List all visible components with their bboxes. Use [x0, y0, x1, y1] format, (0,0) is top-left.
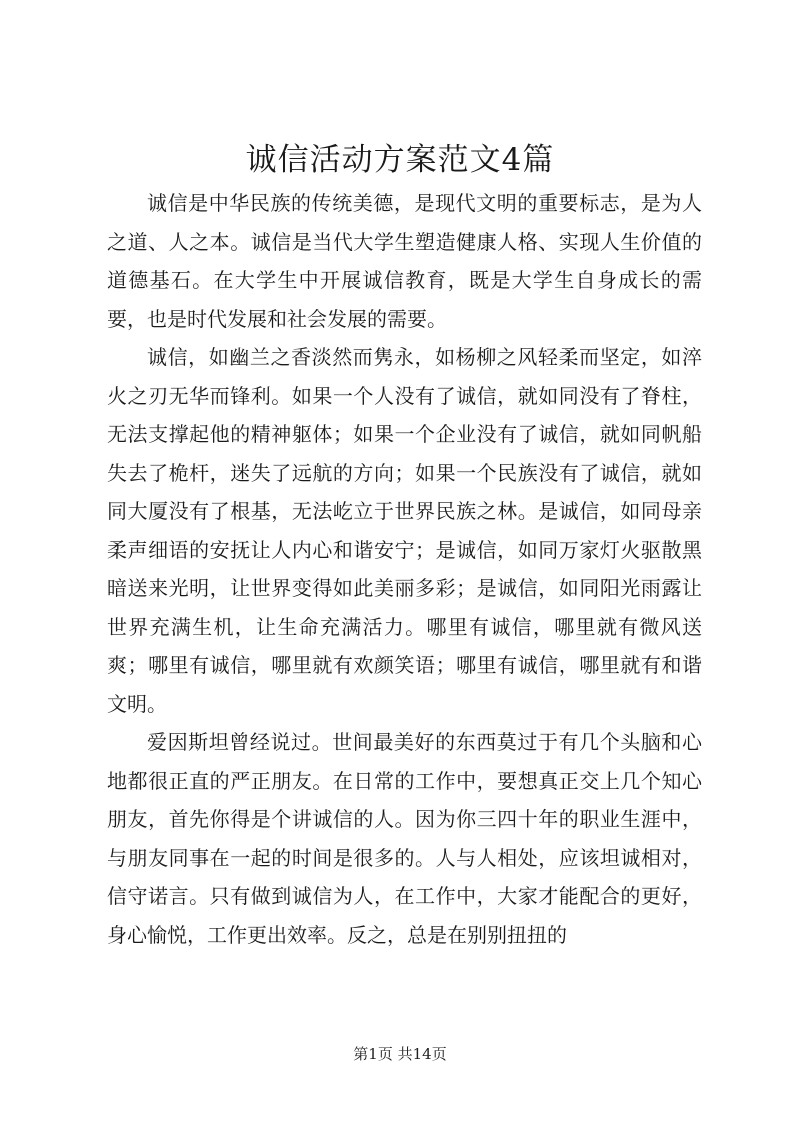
document-body — [107, 184, 702, 954]
paragraph-3: 爱因斯坦曾经说过。世间最美好的东西莫过于有几个头脑和心地都很正直的严正朋友。在日常的工作中，要想真正交上几个知心朋友，首先你得是个讲诚信的人。因为你三四十年的职业生涯中，与朋友同事在一起的时间是很多的。人与人相处，应该坦诚相对，信守诺言。只有做到诚信为人，在工作中，大家才能配合的更好，身心愉悦，工作更出效率。反之，总是在别别扭扭的 — [107, 730, 702, 947]
paragraph-2: 诚信，如幽兰之香淡然而隽永，如杨柳之风轻柔而坚定，如淬火之刃无华而锋利。如果一个人没有了诚信，就如同没有了脊柱，无法支撑起他的精神躯体；如果一个企业没有了诚信，就如同帆船失去了桅杆，迷失了远航的方向；如果一个民族没有了诚信，就如同大厦没有了根基，无法屹立于世界民族之林。是诚信，如同母亲柔声细语的安抚让人内心和谐安宁；是诚信，如同万家灯火驱散黑暗送来光明，让世界变得如此美丽多彩；是诚信，如同阳光雨露让世界充满生机，让生命充满活力。哪里有诚信，哪里就有微风送爽；哪里有诚信，哪里就有欢颜笑语；哪里有诚信，哪里就有和谐文明。 — [107, 345, 702, 716]
paragraph-1: 诚信是中华民族的传统美德，是现代文明的重要标志，是为人之道、人之本。诚信是当代大学生塑造健康人格、实现人生价值的道德基石。在大学生中开展诚信教育，既是大学生自身成长的需要，也是时代发展和社会发展的需要。 — [107, 191, 702, 331]
document-title: 诚信活动方案范文4篇 — [245, 142, 555, 178]
page-footer: 第1页 共14页 — [353, 1045, 447, 1063]
